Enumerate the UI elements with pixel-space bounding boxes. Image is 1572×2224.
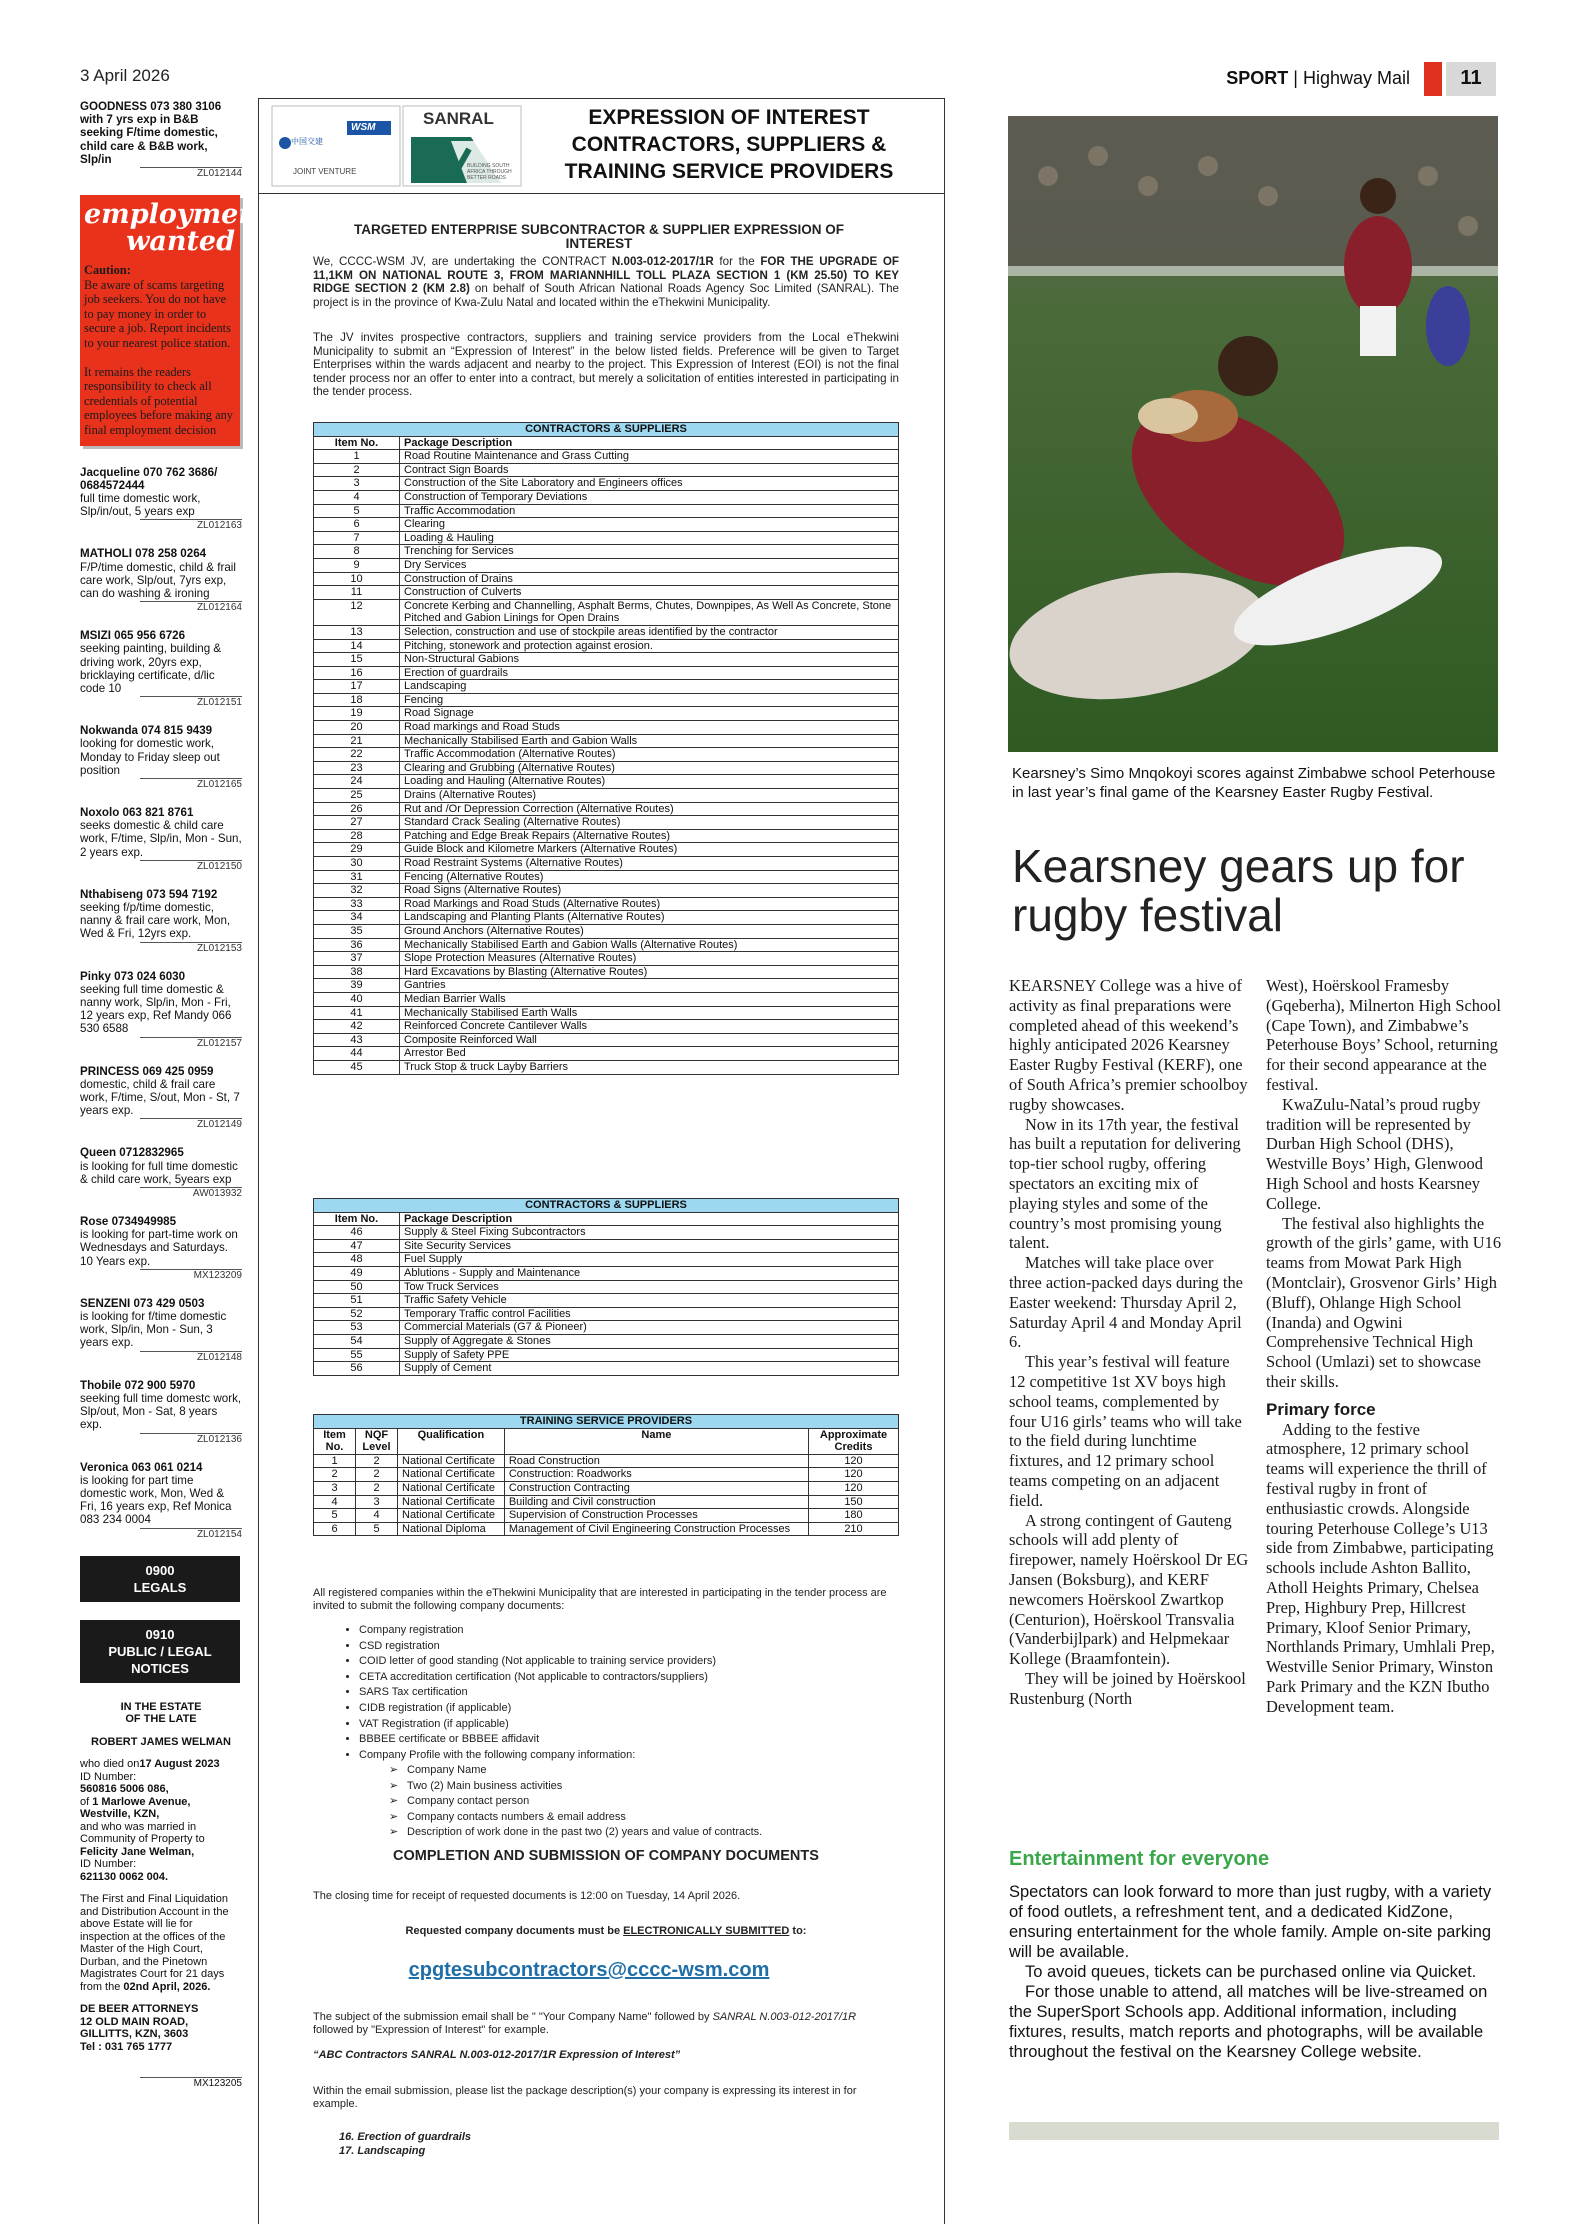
package-row: 52 Temporary Traffic control Facilities [314, 1307, 899, 1321]
documents-intro: All registered companies within the eThekwini Municipality that are interested in participating in the tender process are invited to submit the following company documents: [313, 1587, 887, 1612]
document-item: • BBBEE certificate or BBBEE affidavit [359, 1732, 895, 1748]
package-row: 20 Road markings and Road Studs [314, 721, 899, 735]
document-item: • CETA accreditation certification (Not applicable to contractors/suppliers) [359, 1670, 895, 1686]
eoi-title: EXPRESSION OF INTEREST CONTRACTORS, SUPPLIERS & TRAINING SERVICE PROVIDERS [564, 106, 894, 183]
package-row: 2 Contract Sign Boards [314, 463, 899, 477]
classified-ad: Pinky 073 024 6030 seeking full time domestic & nanny work, Slp/in, Mon - Fri, 12 years exp, Ref Mandy 066 530 6588 ZL012157 [80, 969, 242, 1049]
article-paragraph: Now in its 17th year, the festival has built a reputation for delivering top-tier school rugby, offering spectators an exciting mix of playing styles and some of the country’s most promising young talent. [1009, 1114, 1241, 1253]
submission-note: Requested company documents must be ELECTRONICALLY SUBMITTED to: [405, 1925, 807, 1937]
paper-name: Highway Mail [1302, 68, 1410, 88]
photo-illustration [1008, 116, 1498, 752]
article-paragraph: They will be joined by Hoërskool Rustenburg (North [1009, 1668, 1246, 1708]
package-row: 10 Construction of Drains [314, 572, 899, 586]
package-row: 46 Supply & Steel Fixing Subcontractors [314, 1226, 899, 1240]
photo-caption: Kearsney’s Simo Mnqokoyi scores against Zimbabwe school Peterhouse in last year’s final game of the Kearsney Easter Rugby Festival. [1012, 765, 1496, 801]
package-row: 15 Non-Structural Gabions [314, 653, 899, 667]
eoi-subtitle: TARGETED ENTERPRISE SUBCONTRACTOR & SUPPLIER EXPRESSION OF INTEREST [353, 222, 845, 251]
document-item: • SARS Tax certification [359, 1685, 895, 1701]
article-paragraph: KEARSNEY College was a hive of activity as final preparations were completed ahead of this weekend’s highly anticipated 2026 Kearsney Easter Rugby Festival (KERF), one of South Africa’s premier schoolboy rugby showcases. [1009, 976, 1248, 1114]
classifieds-column [80, 100, 271, 2091]
profile-item: ➢ Company contacts numbers & email address [389, 1810, 889, 1826]
within-instructions: Within the email submission, please list the package description(s) your company is expressing its interest in for example. [313, 2085, 857, 2110]
package-row: 23 Clearing and Grubbing (Alternative Routes) [314, 761, 899, 775]
article-paragraph: For those unable to attend, all matches will be live-streamed on the SuperSport Schools app. Additional information, including fixtures, results, match reports and photographs, will be available throughout the festival on the Kearsney College website. [1009, 1983, 1488, 2061]
package-row: 53 Commercial Materials (G7 & Pioneer) [314, 1321, 899, 1335]
classified-ad: PRINCESS 069 425 0959 domestic, child & frail care work, F/time, S/out, Mon - St, 7 years exp. ZL012149 [80, 1064, 242, 1131]
package-row: 33 Road Markings and Road Studs (Alternative Routes) [314, 897, 899, 911]
rugby-photo [1008, 116, 1498, 752]
package-row: 47 Site Security Services [314, 1239, 899, 1253]
classified-ad: MSIZI 065 956 6726 seeking painting, building & driving work, 20yrs exp, bricklaying certificate, d/lic code 10 ZL012151 [80, 629, 242, 709]
profile-item: ➢ Company Name [389, 1763, 889, 1779]
article-paragraph: Spectators can look forward to more than just rugby, with a variety of food outlets, a refreshment tent, and a dedicated KidZone, ensuring entertainment for the whole family. Ample on-site parking will be available. [1009, 1883, 1492, 1961]
red-marker [1424, 62, 1442, 96]
classified-ad: Queen 0712832965 is looking for full time domestic & child care work, 5years exp AW013932 [80, 1146, 242, 1200]
package-row: 51 Traffic Safety Vehicle [314, 1294, 899, 1308]
footer-bar [1009, 2122, 1499, 2140]
package-row: 13 Selection, construction and use of stockpile areas identified by the contractor [314, 625, 899, 639]
classified-ad: Nokwanda 074 815 9439 looking for domestic work, Monday to Friday sleep out position ZL012165 [80, 724, 242, 790]
package-row: 39 Gantries [314, 979, 899, 993]
training-row: 1 2 National Certificate Road Construction 120 [314, 1454, 899, 1468]
classified-ad: Thobile 072 900 5970 seeking full time domestc work, Slp/out, Mon - Sat, 8 years exp. ZL012136 [80, 1378, 242, 1445]
article-paragraph: KwaZulu-Natal’s proud rugby tradition will be represented by Durban High School (DHS), Westville Boys’ High, Glenwood High School and hosts Kearsney College. [1266, 1094, 1483, 1213]
article-paragraph: The festival also highlights the growth of the girls’ game, with U16 teams from Mowat Park High (Montclair), Grosvenor Girls’ High (Bluff), Ohlange High School (Inanda) and Ogwini Comprehensive Technical High School (Umlazi) set to showcase their skills. [1266, 1213, 1502, 1391]
classified-ad: MATHOLI 078 258 0264 F/P/time domestic, child & frail care work, Slp/out, 7yrs exp, can do washing & ironing ZL012164 [80, 547, 242, 614]
article-paragraph: To avoid queues, tickets can be purchased online via Quicket. [1025, 1963, 1477, 1981]
employment-wanted-box: employment wanted Caution: Be aware of scams targeting job seekers. You do not have to pay money in order to secure a job. Report incidents to your nearest police station. It remains the readers responsibility to check all credentials of potential employees before making any final employment decision [80, 195, 240, 446]
package-row: 44 Arrestor Bed [314, 1047, 899, 1061]
eoi-advert [258, 98, 945, 2224]
package-row: 25 Drains (Alternative Routes) [314, 789, 899, 803]
package-row: 6 Clearing [314, 518, 899, 532]
closing-time: The closing time for receipt of requested documents is 12:00 on Tuesday, 14 April 2026. [313, 1890, 741, 1902]
package-row: 17 Landscaping [314, 680, 899, 694]
package-row: 5 Traffic Accommodation [314, 504, 899, 518]
page-number: 11 [1446, 62, 1496, 96]
package-row: 12 Concrete Kerbing and Channelling, Asphalt Berms, Chutes, Downpipes, As Well As Concrete, Stone Pitched and Gabion Linings for Open Drains [314, 599, 899, 625]
arrow-icon: ➢ [389, 1795, 399, 1808]
classified-ad: Noxolo 063 821 8761 seeks domestic & child care work, F/time, Slp/in, Mon - Sun, 2 years exp. ZL012150 [80, 806, 242, 872]
document-item: • VAT Registration (if applicable) [359, 1717, 895, 1733]
package-row: 50 Tow Truck Services [314, 1280, 899, 1294]
classified-ad: Veronica 063 061 0214 is looking for part time domestic work, Mon, Wed & Fri, 16 years exp, Ref Monica 083 234 0004 ZL012154 [80, 1460, 242, 1540]
package-row: 1 Road Routine Maintenance and Grass Cutting [314, 450, 899, 464]
subject-example: “ABC Contractors SANRAL N.003-012-2017/1R Expression of Interest” [313, 2049, 681, 2061]
package-row: 28 Patching and Edge Break Repairs (Alternative Routes) [314, 829, 899, 843]
classified-ad: Jacqueline 070 762 3686/ 0684572444 full time domestic work, Slp/in/out, 5 years exp ZL012163 [80, 465, 242, 532]
classified-ad: Rose 0734949985 is looking for part-time work on Wednesdays and Saturdays. 10 Years exp. MX123209 [80, 1215, 242, 1281]
section-name: SPORT [1226, 68, 1289, 88]
training-table: TRAINING SERVICE PROVIDERS Item No. NQF Level Qualification Name Approximate Credits 1 2 National Certificate Road Construction 120 2 2 National Certificate Construction: Roadworks 120 3 2 National Certificate Construction Contracting 120 4 3 National Certificate Building and Civil construction 150 5 4 National Certificate Supervision of Construction Processes 180 6 5 National Diploma Management of Civil Engineering Construction Processes 210 [313, 1414, 899, 1536]
profile-item: ➢ Company contact person [389, 1794, 889, 1810]
article-headline: Kearsney gears up for rugby festival [1012, 840, 1465, 941]
package-row: 14 Pitching, stonework and protection against erosion. [314, 639, 899, 653]
package-row: 18 Fencing [314, 693, 899, 707]
training-row: 2 2 National Certificate Construction: Roadworks 120 [314, 1468, 899, 1482]
training-row: 3 2 National Certificate Construction Contracting 120 [314, 1481, 899, 1495]
package-row: 49 Ablutions - Supply and Maintenance [314, 1266, 899, 1280]
article-paragraph: West), Hoërskool Framesby (Gqeberha), Milnerton High School (Cape Town), and Zimbabwe’s Peterhouse Boys’ School, returning for their second appearance at the festival. [1266, 976, 1501, 1094]
package-row: 29 Guide Block and Kilometre Markers (Alternative Routes) [314, 843, 899, 857]
package-row: 22 Traffic Accommodation (Alternative Routes) [314, 748, 899, 762]
training-row: 5 4 National Certificate Supervision of Construction Processes 180 [314, 1509, 899, 1523]
training-row: 4 3 National Certificate Building and Civil construction 150 [314, 1495, 899, 1509]
page-header: SPORT | Highway Mail 11 [1226, 62, 1496, 96]
package-row: 24 Loading and Hauling (Alternative Routes) [314, 775, 899, 789]
estate-notice: IN THE ESTATE OF THE LATE ROBERT JAMES WELMAN who died on17 August 2023 ID Number: 560816 5006 086, of 1 Marlowe Avenue, Westville, KZN, and who was married in Community of Property to Felicity Jane Welman, ID Number: 621130 0062 004. The First and Final Liquidation and Distribution Account in the above Estate will lie for inspection at the offices of the Master of the High Court, Durban, and the Pinetown Magistrates Court for 21 days from the 02nd April, 2026. DE BEER ATTORNEYS 12 OLD MAIN ROAD, GILLITTS, KZN, 3603 Tel : 031 765 1777 MX123205 [80, 1700, 242, 2090]
documents-list [345, 1623, 895, 1763]
category-legals: 0900 LEGALS [80, 1556, 240, 1602]
arrow-icon: ➢ [389, 1826, 399, 1839]
package-row: 42 Reinforced Concrete Cantilever Walls [314, 1020, 899, 1034]
contractors-table-1: CONTRACTORS & SUPPLIERS Item No. Package Description 1 Road Routine Maintenance and Grass Cutting 2 Contract Sign Boards 3 Construction of the Site Laboratory and Engineers offices 4 Construction of Temporary Deviations 5 Traffic Accommodation 6 Clearing 7 Loading & Hauling 8 Trenching for Services 9 Dry Services 10 Construction of Drains 11 Construction of Culverts 12 Concrete Kerbing and Channelling, Asphalt Berms, Chutes, Downpipes, As Well As Concrete, Stone Pitched and Gabion Linings for Open Drains 13 Selection, construction and use of stockpile areas identified by the contractor 14 Pitching, stonework and protection against erosion. 15 Non-Structural Gabions 16 Erection of guardrails 17 Landscaping 18 Fencing 19 Road Signage 20 Road markings and Road Studs 21 Mechanically Stabilised Earth and Gabion Walls 22 Traffic Accommodation (Alternative Routes) 23 Clearing and Grubbing (Alternative Routes) 24 Loading and Hauling (Alternative Routes) 25 Drains (Alternative Routes) 26 Rut and /Or Depression Correction (Alternative Routes) 27 Standard Crack Sealing (Alternative Routes) 28 Patching and Edge Break Repairs (Alternative Routes) 29 Guide Block and Kilometre Markers (Alternative Routes) 30 Road Restraint Systems (Alternative Routes) 31 Fencing (Alternative Routes) 32 Road Signs (Alternative Routes) 33 Road Markings and Road Studs (Alternative Routes) 34 Landscaping and Planting Plants (Alternative Routes) 35 Ground Anchors (Alternative Routes) 36 Mechanically Stabilised Earth and Gabion Walls (Alternative Routes) 37 Slope Protection Measures (Alternative Routes) 38 Hard Excavations by Blasting (Alternative Routes) 39 Gantries 40 Median Barrier Walls 41 Mechanically Stabilised Earth Walls 42 Reinforced Concrete Cantilever Walls 43 Composite Reinforced Wall 44 Arrestor Bed 45 Truck Stop & truck Layby Barriers [313, 422, 899, 1075]
package-row: 37 Slope Protection Measures (Alternative Routes) [314, 952, 899, 966]
package-row: 54 Supply of Aggregate & Stones [314, 1334, 899, 1348]
classified-ad: GOODNESS 073 380 3106 with 7 yrs exp in B&B seeking F/time domestic, child care & B&B work, Slp/in ZL012144 [80, 100, 242, 180]
document-item: • CIDB registration (if applicable) [359, 1701, 895, 1717]
divider [259, 193, 944, 194]
package-row: 19 Road Signage [314, 707, 899, 721]
contractors-table-2: CONTRACTORS & SUPPLIERS Item No. Package Description 46 Supply & Steel Fixing Subcontractors 47 Site Security Services 48 Fuel Supply 49 Ablutions - Supply and Maintenance 50 Tow Truck Services 51 Traffic Safety Vehicle 52 Temporary Traffic control Facilities 53 Commercial Materials (G7 & Pioneer) 54 Supply of Aggregate & Stones 55 Supply of Safety PPE 56 Supply of Cement [313, 1198, 899, 1376]
entertainment-heading: Entertainment for everyone [1009, 1848, 1270, 1870]
classified-ad: SENZENI 073 429 0503 is looking for f/time domestic work, Slp/in, Mon - Sun, 3 years exp. ZL012148 [80, 1296, 242, 1363]
profile-item: ➢ Description of work done in the past two (2) years and value of contracts. [389, 1825, 889, 1841]
profile-list [389, 1763, 889, 1841]
article-paragraph: Adding to the festive atmosphere, 12 primary school teams will experience the thrill of festival rugby in front of enthusiastic crowds. Alongside touring Peterhouse College’s U13 side from Zimbabwe, participating schools include Ashton Ballito, Atholl Heights Primary, Chelsea Prep, Highbury Prep, Hillcrest Primary, Kloof Senior Primary, Northlands Primary, Umhlali Prep, Westville Senior Primary, Winston Park Primary and the KZN Ibutho Development team. [1266, 1419, 1495, 1716]
article-column-1 [1009, 976, 1249, 1708]
eoi-intro: We, CCCC-WSM JV, are undertaking the CONTRACT N.003-012-2017/1R for the FOR THE UPGRADE OF 11,1KM ON NATIONAL ROUTE 3, FROM MARIANNHILL TOLL PLAZA SECTION 1 (KM 25.50) TO KEY RIDGE SECTION 2 (KM 2.8) on behalf of South African National Roads Agency Soc Limited (SANRAL). The project is in the province of Kwa-Zulu Natal and located within the eThekwini Municipality. [313, 255, 900, 309]
article-paragraph: Matches will take place over three action-packed days during the Easter weekend: Thursday April 2, Saturday April 4 and Monday April 6. [1009, 1253, 1243, 1352]
article-subhead: Primary force [1266, 1399, 1376, 1419]
package-row: 36 Mechanically Stabilised Earth and Gabion Walls (Alternative Routes) [314, 938, 899, 952]
profile-item: ➢ Two (2) Main business activities [389, 1779, 889, 1795]
package-example-2: 17. Landscaping [339, 2145, 426, 2157]
package-row: 43 Composite Reinforced Wall [314, 1033, 899, 1047]
package-row: 27 Standard Crack Sealing (Alternative Routes) [314, 816, 899, 830]
category-public-notices: 0910 PUBLIC / LEGAL NOTICES [80, 1620, 240, 1683]
completion-heading: COMPLETION AND SUBMISSION OF COMPANY DOCUMENTS [393, 1848, 819, 1864]
package-row: 48 Fuel Supply [314, 1253, 899, 1267]
package-row: 35 Ground Anchors (Alternative Routes) [314, 924, 899, 938]
package-row: 4 Construction of Temporary Deviations [314, 490, 899, 504]
package-row: 3 Construction of the Site Laboratory and Engineers offices [314, 477, 899, 491]
subject-instructions: The subject of the submission email shall be " "Your Company Name" followed by SANRAL N.003-012-2017/1R followed by "Expression of Interest" for example. [313, 2011, 857, 2036]
package-row: 45 Truck Stop & truck Layby Barriers [314, 1060, 899, 1074]
package-row: 21 Mechanically Stabilised Earth and Gabion Walls [314, 734, 899, 748]
issue-date: 3 April 2026 [80, 66, 170, 85]
joint-venture-logos: 中国交建 WSM JOINT VENTURE SANRAL BUILDING SOUTH AFRICA THROUGH BETTER ROADS [271, 105, 523, 187]
arrow-icon: ➢ [389, 1779, 399, 1792]
package-row: 56 Supply of Cement [314, 1362, 899, 1376]
package-row: 7 Loading & Hauling [314, 531, 899, 545]
package-row: 30 Road Restraint Systems (Alternative Routes) [314, 857, 899, 871]
package-row: 38 Hard Excavations by Blasting (Alternative Routes) [314, 965, 899, 979]
package-row: 16 Erection of guardrails [314, 666, 899, 680]
document-item: • Company registration [359, 1623, 895, 1639]
package-row: 31 Fencing (Alternative Routes) [314, 870, 899, 884]
package-example-1: 16. Erection of guardrails [339, 2131, 472, 2143]
package-row: 34 Landscaping and Planting Plants (Alternative Routes) [314, 911, 899, 925]
classified-ad: Nthabiseng 073 594 7192 seeking f/p/time domestic, nanny & frail care work, Mon, Wed & Fri, 12yrs exp. ZL012153 [80, 887, 242, 954]
article-paragraph: A strong contingent of Gauteng schools will add plenty of firepower, namely Hoërskool Dr EG Jansen (Boksburg), and KERF newcomers Hoërskool Zwartkop (Centurion), Hoërskool Transvalia (Vanderbijlpark) and Helpmekaar Kollege (Braamfontein). [1009, 1510, 1249, 1669]
arrow-icon: ➢ [389, 1810, 399, 1823]
document-item: • COID letter of good standing (Not applicable to training service providers) [359, 1654, 895, 1670]
arrow-icon: ➢ [389, 1764, 399, 1776]
eoi-intro-2: The JV invites prospective contractors, suppliers and training service providers from the Local eThekwini Municipality to submit an “Expression of Interest” in the below listed fields. Preference will be given to Target Enterprises within the wards adjacent and nearby to the project. This Expression of Interest (EOI) is not the final tender process nor an offer to enter into a contract, but merely a solicitation of entities interested in participating in the tender process. [313, 331, 899, 398]
training-row: 6 5 National Diploma Management of Civil Engineering Construction Processes 210 [314, 1522, 899, 1536]
package-row: 8 Trenching for Services [314, 545, 899, 559]
package-row: 32 Road Signs (Alternative Routes) [314, 884, 899, 898]
package-row: 11 Construction of Culverts [314, 586, 899, 600]
package-row: 41 Mechanically Stabilised Earth Walls [314, 1006, 899, 1020]
article-paragraph: This year’s festival will feature 12 competitive 1st XV boys high school teams, complemented by four U16 girls’ teams who will take to the field during lunchtime fixtures, and 12 primary school teams competing on an adjacent field. [1009, 1352, 1242, 1510]
package-row: 9 Dry Services [314, 558, 899, 572]
package-row: 40 Median Barrier Walls [314, 992, 899, 1006]
document-item: • Company Profile with the following company information: [359, 1748, 895, 1764]
package-row: 26 Rut and /Or Depression Correction (Alternative Routes) [314, 802, 899, 816]
entertainment-body [1009, 1882, 1501, 2062]
classified-list [80, 466, 242, 1540]
article-column-2 [1266, 976, 1502, 1716]
package-row: 55 Supply of Safety PPE [314, 1348, 899, 1362]
submission-email-link[interactable]: cpgtesubcontractors@cccc-wsm.com [408, 1959, 770, 1981]
document-item: • CSD registration [359, 1639, 895, 1655]
